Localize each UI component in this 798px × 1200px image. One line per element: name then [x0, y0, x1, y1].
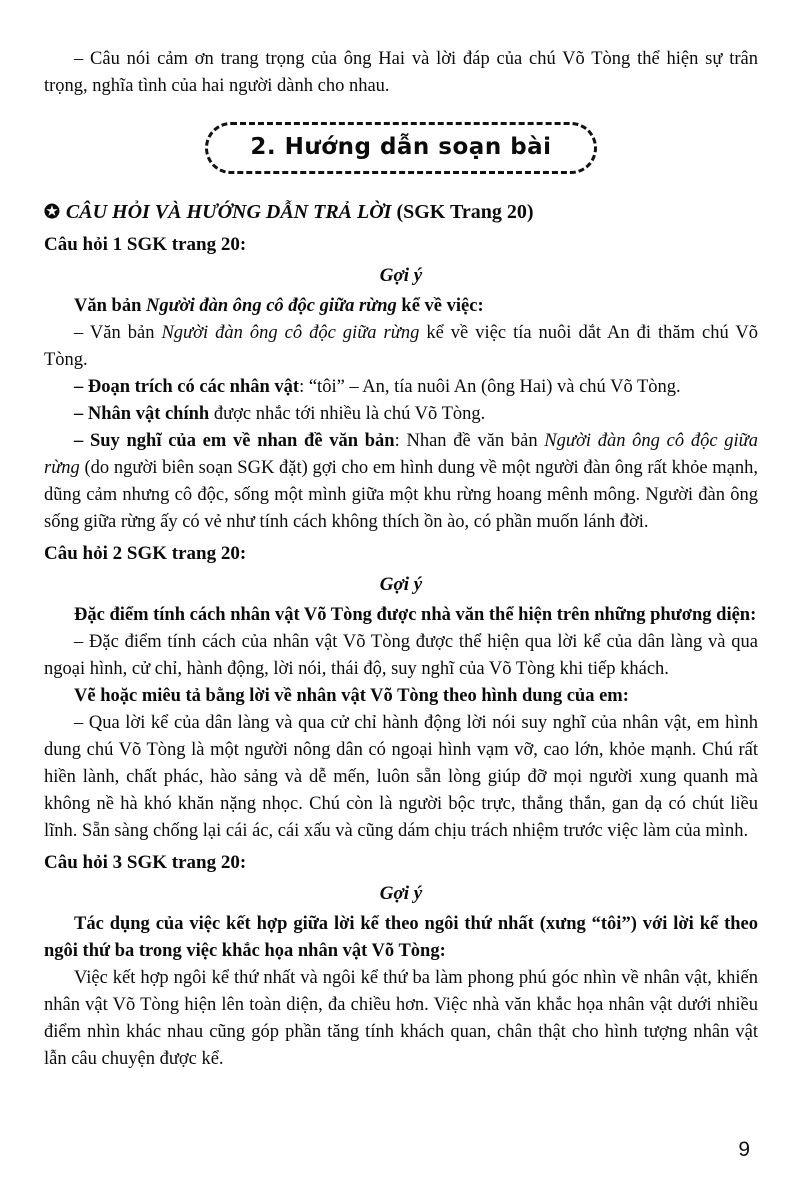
text-run: Người đàn ông cô độc giữa rừng: [161, 323, 420, 343]
text-run: Văn bản: [74, 296, 146, 316]
text-run: : Nhan đề văn bản: [394, 431, 545, 451]
paragraph: [44, 374, 758, 401]
question-label: [44, 231, 758, 259]
text-run: Tác dụng của việc kết hợp giữa lời kể theo ngôi thứ nhất (xưng “tôi”) với lời kể theo ngôi thứ ba trong việc khắc họa nhân vật Võ Tòng:: [44, 914, 758, 961]
text-run: – Văn bản: [74, 323, 162, 343]
text-run: Gợi ý: [379, 265, 423, 286]
text-run: Câu hỏi 2 SGK trang 20:: [44, 543, 247, 564]
text-run: – Đặc điểm tính cách của nhân vật Võ Tòng được thể hiện qua lời kể của dân làng và qua ngoại hình, cử chỉ, hành động, lời nói, thái độ, suy nghĩ của Võ Tòng khi tiếp khách.: [44, 632, 758, 679]
paragraph: [44, 710, 758, 845]
paragraph: [44, 683, 758, 710]
paragraph: [44, 428, 758, 536]
text-run: Câu hỏi 1 SGK trang 20:: [44, 234, 247, 255]
paragraph: [44, 911, 758, 965]
text-run: Vẽ hoặc miêu tả bằng lời về nhân vật Võ Tòng theo hình dung của em:: [74, 686, 629, 706]
text-run: kể về việc tía nuôi dắt An đi thăm chú Võ Tòng.: [44, 323, 759, 370]
text-run: Câu hỏi 3 SGK trang 20:: [44, 852, 247, 873]
star-icon: ✪: [44, 202, 60, 223]
text-run: Người đàn ông cô độc giữa rừng: [145, 296, 397, 316]
section-title: [44, 198, 758, 227]
text-run: Gợi ý: [379, 883, 423, 904]
hint-label: [44, 571, 758, 599]
text-run: – Qua lời kể của dân làng và qua cử chỉ hành động lời nói suy nghĩ của nhân vật, em hình dung chú Võ Tòng là một người nông dân có ngoại hình vạm vỡ, cao lớn, khỏe mạnh. Chú rất hiền lành, chất phác, hào sảng và dễ mến, luôn sẵn lòng giúp đỡ mọi người xung quanh mà không nề hà khó khăn nặng nhọc. Chú còn là người bộc trực, thẳng thắn, gan dạ có chút liều lĩnh. Sẵn sàng chống lại cái ác, cái xấu và cũng dám chịu trách nhiệm trước việc làm của mình.: [44, 713, 758, 841]
hint-label: [44, 880, 758, 908]
hint-label: [44, 262, 758, 290]
text-run: Việc kết hợp ngôi kể thứ nhất và ngôi kể thứ ba làm phong phú góc nhìn về nhân vật, khiến nhân vật Võ Tòng hiện lên toàn diện, đa chiều hơn. Việc nhà văn khắc họa nhân vật dưới nhiều điểm nhìn khác nhau cũng góp phần tăng tính khách quan, chân thật cho hình tượng nhân vật lẫn câu chuyện được kể.: [44, 968, 758, 1069]
text-run: Đặc điểm tính cách nhân vật Võ Tòng được nhà văn thể hiện trên những phương diện:: [74, 605, 757, 625]
text-run: (SGK Trang 20): [396, 201, 534, 223]
text-run: Người đàn ông cô độc giữa rừng: [44, 431, 758, 478]
paragraph: [44, 629, 758, 683]
text-run: CÂU HỎI VÀ HƯỚNG DẪN TRẢ LỜI: [65, 201, 397, 223]
section-badge: 2. Hướng dẫn soạn bài: [205, 122, 596, 174]
paragraph: [44, 602, 758, 629]
text-run: được nhắc tới nhiều là chú Võ Tòng.: [209, 404, 486, 424]
paragraph: [44, 320, 758, 374]
text-run: : “tôi” – An, tía nuôi An (ông Hai) và chú Võ Tòng.: [299, 377, 681, 397]
text-run: (do người biên soạn SGK đặt) gợi cho em hình dung về một người đàn ông rất khỏe mạnh, dũng cảm nhưng cô độc, sống một mình giữa một khu rừng hoang mênh mông. Người đàn ông sống giữa rừng ấy có vẻ như tính cách không thích ồn ào, có phần muốn lánh đời.: [44, 458, 758, 532]
question-label: [44, 540, 758, 568]
paragraph: [44, 965, 758, 1073]
page-number: 9: [738, 1138, 750, 1161]
text-run: kể về việc:: [396, 296, 484, 316]
paragraph: [44, 293, 758, 320]
section-badge-row: [44, 122, 758, 174]
text-run: – Suy nghĩ của em về nhan đề văn bản: [74, 431, 395, 451]
paragraph: [44, 46, 758, 100]
paragraph: [44, 401, 758, 428]
page-content: [44, 46, 758, 1073]
text-run: – Nhân vật chính: [74, 404, 210, 424]
text-run: – Đoạn trích có các nhân vật: [74, 377, 300, 397]
text-run: Gợi ý: [379, 574, 423, 595]
text-run: – Câu nói cảm ơn trang trọng của ông Hai và lời đáp của chú Võ Tòng thể hiện sự trân trọng, nghĩa tình của hai người dành cho nhau.: [44, 49, 758, 96]
question-label: [44, 849, 758, 877]
